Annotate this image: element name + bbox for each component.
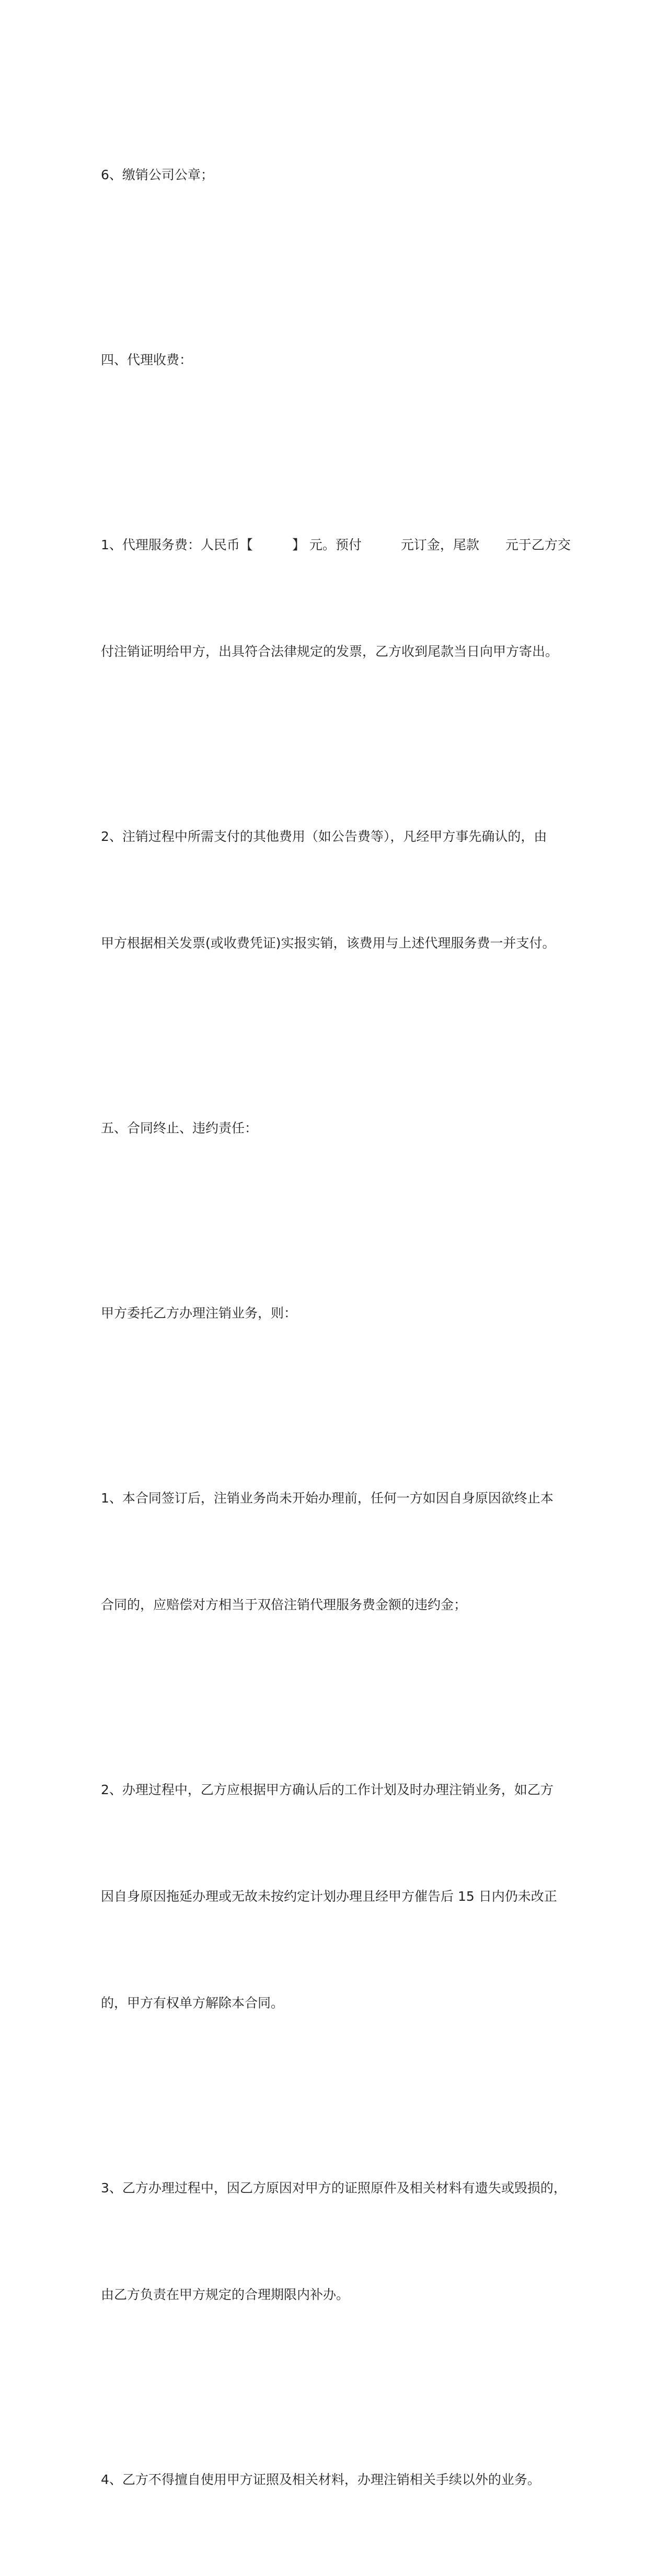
paragraph-line: 2、注销过程中所需支付的其他费用（如公告费等），凡经甲方事先确认的，由 bbox=[101, 829, 547, 844]
paragraph-fee-2 bbox=[101, 748, 571, 1032]
paragraph-fee-1 bbox=[101, 456, 571, 741]
paragraph-line: 2、办理过程中，乙方应根据甲方确认后的工作计划及时办理注销业务，如乙方 bbox=[101, 1782, 553, 1797]
paragraph-line: 甲方委托乙方办理注销业务，则： bbox=[101, 1306, 297, 1321]
paragraph-line: 3、乙方办理过程中，因乙方原因对甲方的证照原件及相关材料有遗失或毁损的， bbox=[101, 2180, 567, 2196]
paragraph-termination-3 bbox=[101, 2099, 571, 2384]
document-body bbox=[101, 86, 571, 2576]
paragraph-intro bbox=[101, 1225, 571, 1402]
paragraph-line: 付注销证明给甲方，出具符合法律规定的发票，乙方收到尾款当日向甲方寄出。 bbox=[101, 644, 559, 659]
paragraph-line: 4、乙方不得擅自使用甲方证照及相关材料，办理注销相关手续以外的业务。 bbox=[101, 2472, 540, 2487]
paragraph-line: 1、代理服务费：人民币【 】 元。预付 元订金，尾款 元于乙方交 bbox=[101, 537, 571, 552]
paragraph-line: 甲方根据相关发票(或收费凭证)实报实销，该费用与上述代理服务费一并支付。 bbox=[101, 935, 556, 951]
paragraph-line: 因自身原因拖延办理或无故未按约定计划办理且经甲方催告后 15 日内仍未改正 bbox=[101, 1889, 557, 1904]
heading-line: 四、代理收费： bbox=[101, 352, 193, 367]
paragraph-termination-1 bbox=[101, 1410, 571, 1694]
paragraph-line: 合同的，应赔偿对方相当于双倍注销代理服务费金额的违约金； bbox=[101, 1597, 467, 1612]
paragraph-line: 的，甲方有权单方解除本合同。 bbox=[101, 1995, 284, 2011]
paragraph-line: 6、缴销公司公章； bbox=[101, 167, 214, 182]
paragraph-line: 由乙方负责在甲方规定的合理期限内补办。 bbox=[101, 2287, 350, 2302]
heading-line: 五、合同终止、违约责任： bbox=[101, 1120, 258, 1136]
paragraph-line: 1、本合同签订后，注销业务尚未开始办理前，任何一方如因自身原因欲终止本 bbox=[101, 1491, 553, 1506]
paragraph-termination-2 bbox=[101, 1701, 571, 2092]
section-heading-four bbox=[101, 271, 571, 449]
paragraph-termination-4 bbox=[101, 2391, 571, 2569]
paragraph-item-6 bbox=[101, 86, 571, 264]
section-heading-five bbox=[101, 1039, 571, 1217]
